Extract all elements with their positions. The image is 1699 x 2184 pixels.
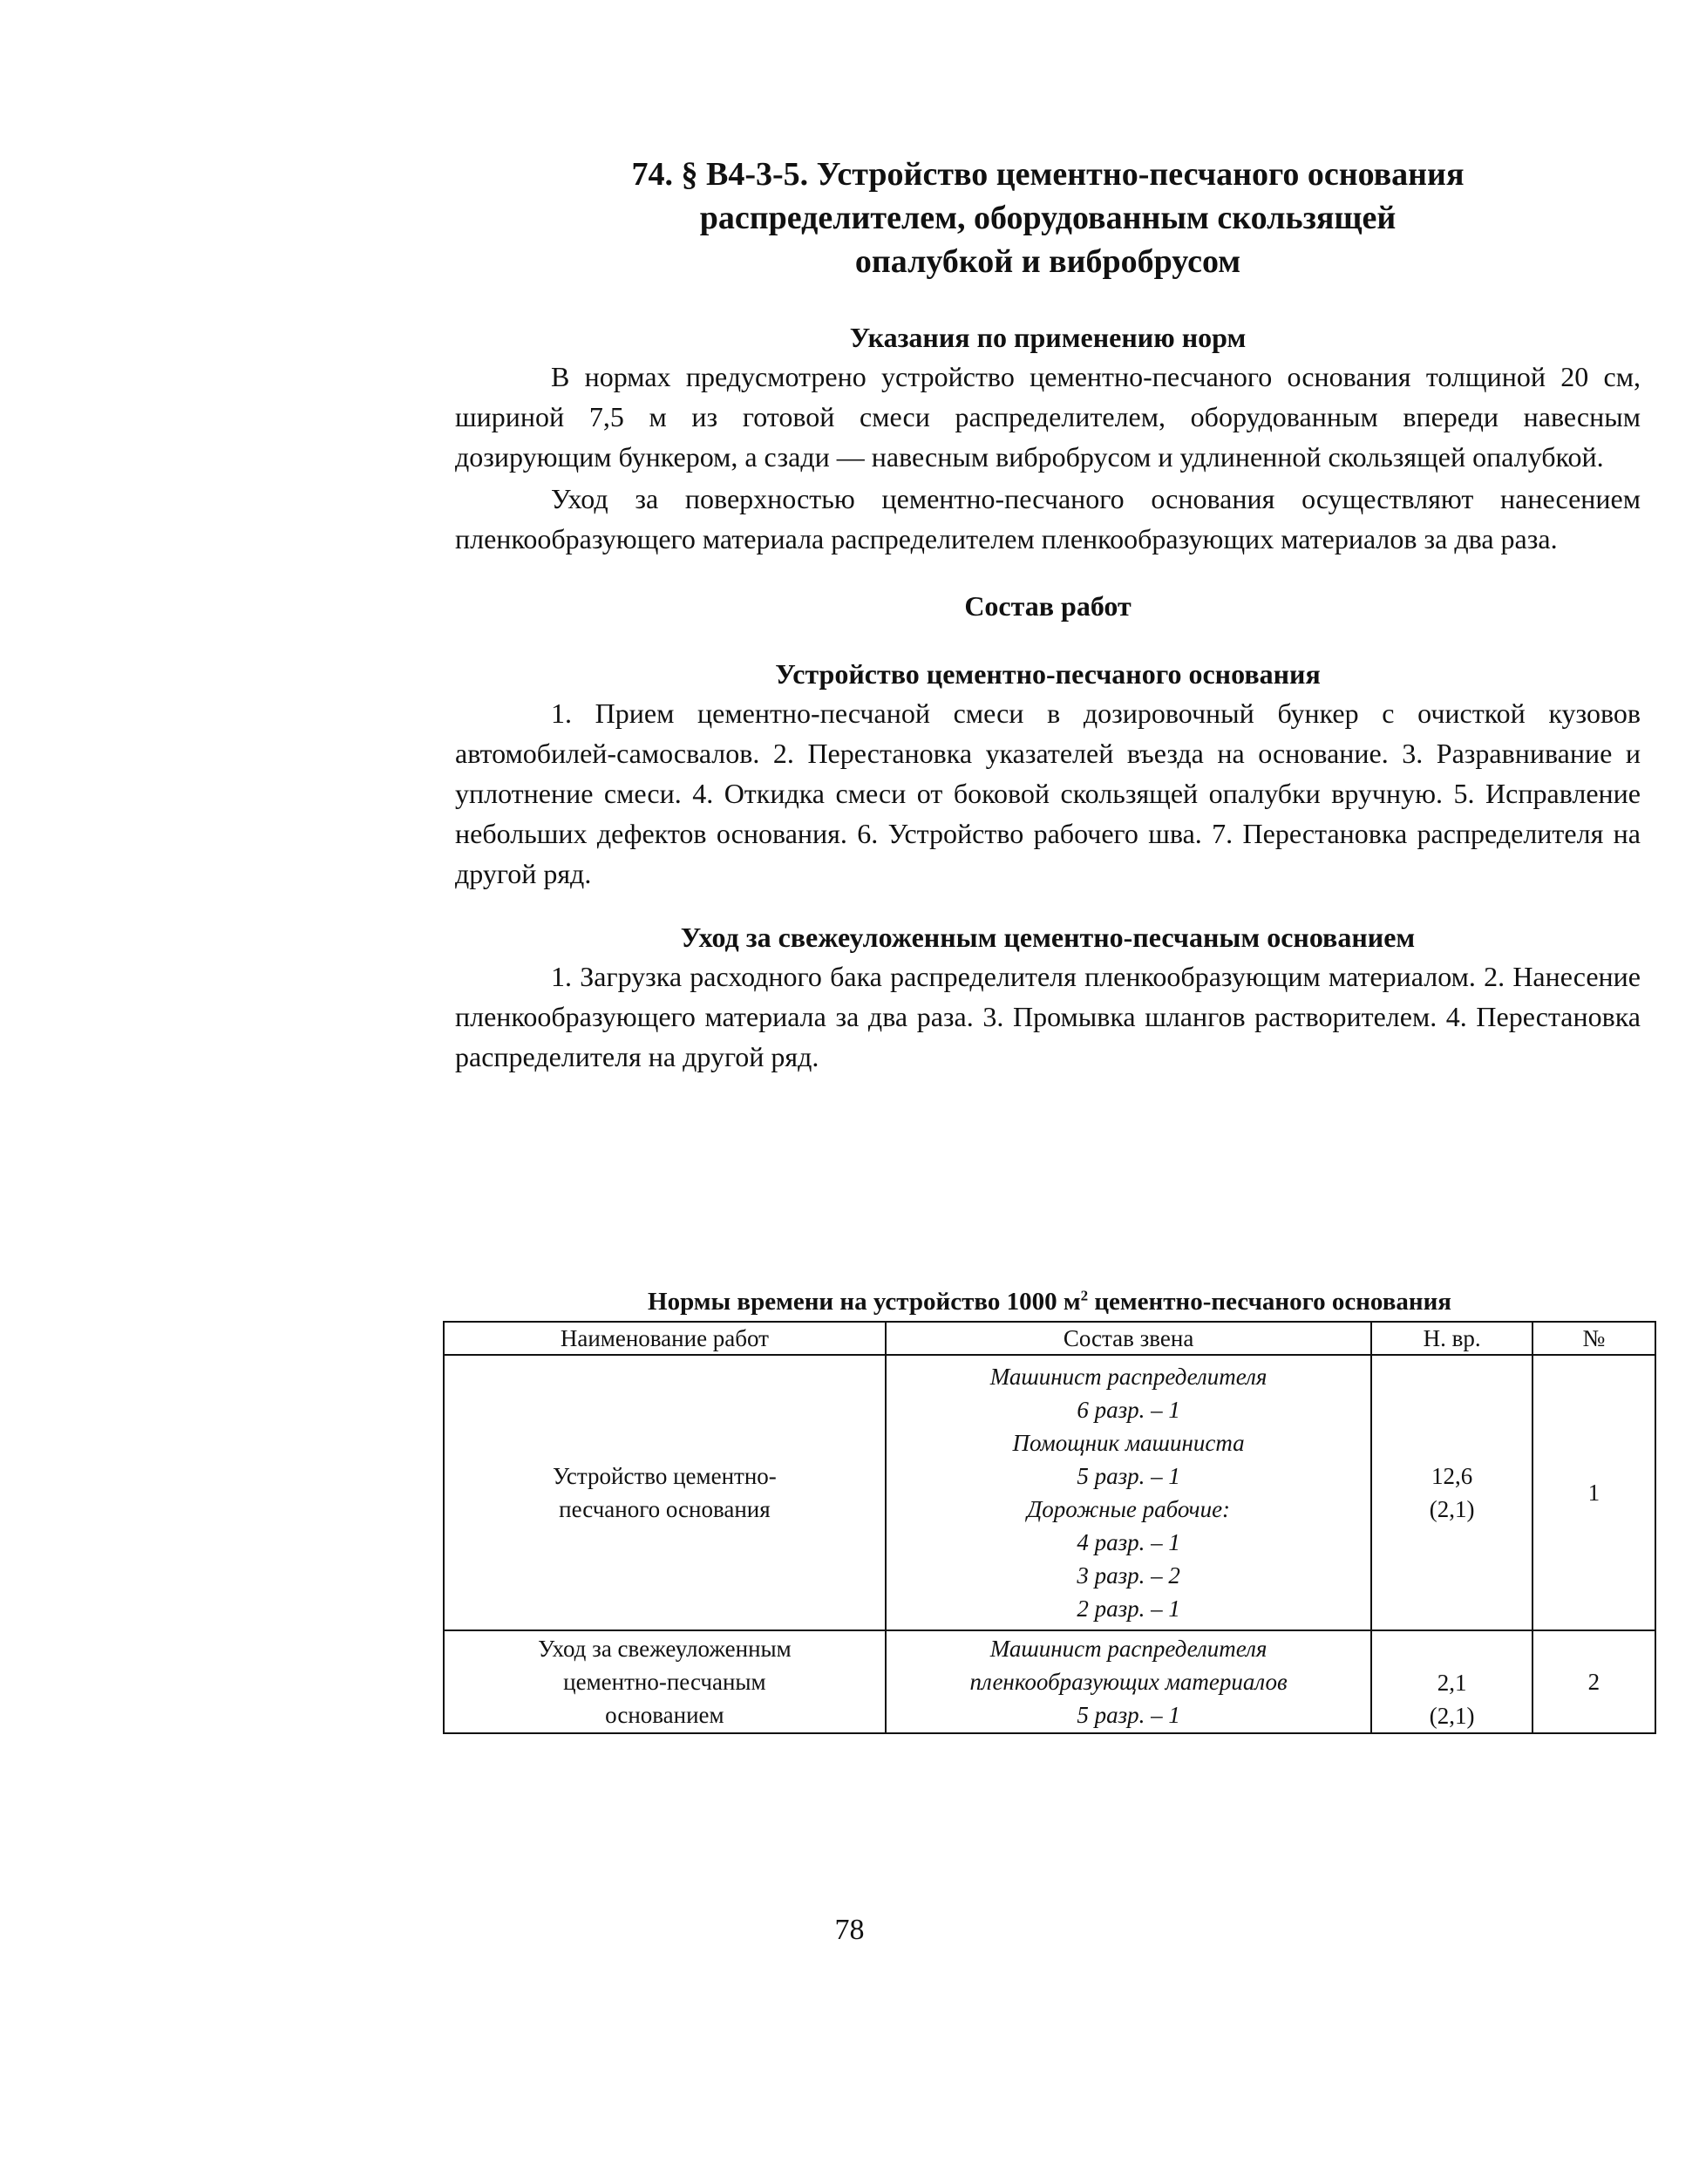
cell-number: 1 — [1532, 1355, 1655, 1630]
norm-value: 12,6 — [1431, 1463, 1473, 1489]
work-name-line: основанием — [605, 1702, 724, 1728]
norm-value: 2,1 — [1437, 1670, 1467, 1696]
header-crew: Состав звена — [886, 1322, 1372, 1355]
title-line-3: опалубкой и вибробрусом — [854, 243, 1241, 280]
crew-line: 6 разр. – 1 — [1077, 1397, 1180, 1423]
header-number: № — [1532, 1322, 1655, 1355]
norm-value-paren: (2,1) — [1429, 1703, 1475, 1729]
crew-line: 3 разр. – 2 — [1077, 1562, 1180, 1589]
instructions-heading: Указания по применению норм — [849, 322, 1247, 353]
title-line-1: 74. § В4-3-5. Устройство цементно-песчаного основания — [631, 156, 1465, 193]
norm-value-paren: (2,1) — [1429, 1496, 1475, 1522]
work-name-line: цементно-песчаным — [563, 1669, 766, 1695]
cell-norm — [1371, 1630, 1532, 1733]
table-caption-text: Нормы времени на устройство 1000 м — [648, 1288, 1081, 1316]
crew-line: Машинист распределителя — [989, 1636, 1267, 1662]
header-norm: Н. вр. — [1371, 1322, 1532, 1355]
crew-line: 2 разр. – 1 — [1077, 1595, 1180, 1622]
time-norms-table — [443, 1321, 1656, 1734]
cell-number: 2 — [1532, 1630, 1655, 1733]
document-page — [455, 153, 1641, 1077]
crew-line: Машинист распределителя — [989, 1364, 1267, 1390]
table-header-row — [444, 1322, 1655, 1355]
page-number: 78 — [834, 1914, 865, 1946]
crew-line: пленкообразующих материалов — [969, 1669, 1288, 1695]
work-name-line: Уход за свежеуложенным — [538, 1636, 792, 1662]
table-row — [444, 1630, 1655, 1733]
work-name-line: Устройство цементно- — [553, 1463, 777, 1489]
cell-crew — [886, 1630, 1372, 1733]
header-work-name: Наименование работ — [444, 1322, 886, 1355]
crew-line: 5 разр. – 1 — [1077, 1702, 1180, 1728]
crew-line: Помощник машиниста — [1012, 1430, 1245, 1456]
cell-work-name — [444, 1630, 886, 1733]
work-section-1-heading: Устройство цементно-песчаного основания — [775, 658, 1321, 690]
section-title — [455, 153, 1641, 283]
work-section-1-text: 1. Прием цементно-песчаной смеси в дозировочный бункер с очисткой кузовов автомобилей-самосвалов. 2. Перестановка указателей въезда на основание. 3. Разравнивание и уплотнение смеси. 4. Откидка смеси от боковой скользящей опалубки вручную. 5. Исправление небольших дефектов основания. 6. Устройство рабочего шва. 7. Перестановка распределителя на другой ряд. — [455, 697, 1641, 889]
cell-crew — [886, 1355, 1372, 1630]
title-line-2: распределителем, оборудованным скользящей — [699, 200, 1397, 236]
crew-line: 5 разр. – 1 — [1077, 1463, 1180, 1489]
work-section-2-heading: Уход за свежеуложенным цементно-песчаным основанием — [680, 922, 1416, 953]
work-section-2-text: 1. Загрузка расходного бака распределителя пленкообразующим материалом. 2. Нанесение пленкообразующего материала за два раза. 3. Промывка шлангов растворителем. 4. Перестановка распределителя на другой ряд. — [455, 961, 1641, 1072]
work-composition-heading: Состав работ — [964, 590, 1132, 622]
table-row — [444, 1355, 1655, 1630]
cell-work-name — [444, 1355, 886, 1630]
table-caption — [443, 1286, 1656, 1317]
table-caption-superscript: 2 — [1080, 1287, 1089, 1304]
instructions-paragraph-2: Уход за поверхностью цементно-песчаного основания осуществляют нанесением пленкообразующего материала распределителем пленкообразующих материалов за два раза. — [455, 483, 1641, 555]
cell-norm — [1371, 1355, 1532, 1630]
crew-line: 4 разр. – 1 — [1077, 1529, 1180, 1555]
table-caption-text-end: цементно-песчаного основания — [1088, 1288, 1451, 1316]
crew-line: Дорожные рабочие: — [1027, 1496, 1231, 1522]
instructions-paragraph-1: В нормах предусмотрено устройство цементно-песчаного основания толщиной 20 см, шириной 7,5 м из готовой смеси распределителем, оборудованным впереди навесным дозирующим бункером, а сзади — навесным вибробрусом и удлиненной скользящей опалубкой. — [455, 361, 1641, 473]
work-name-line: песчаного основания — [559, 1496, 771, 1522]
